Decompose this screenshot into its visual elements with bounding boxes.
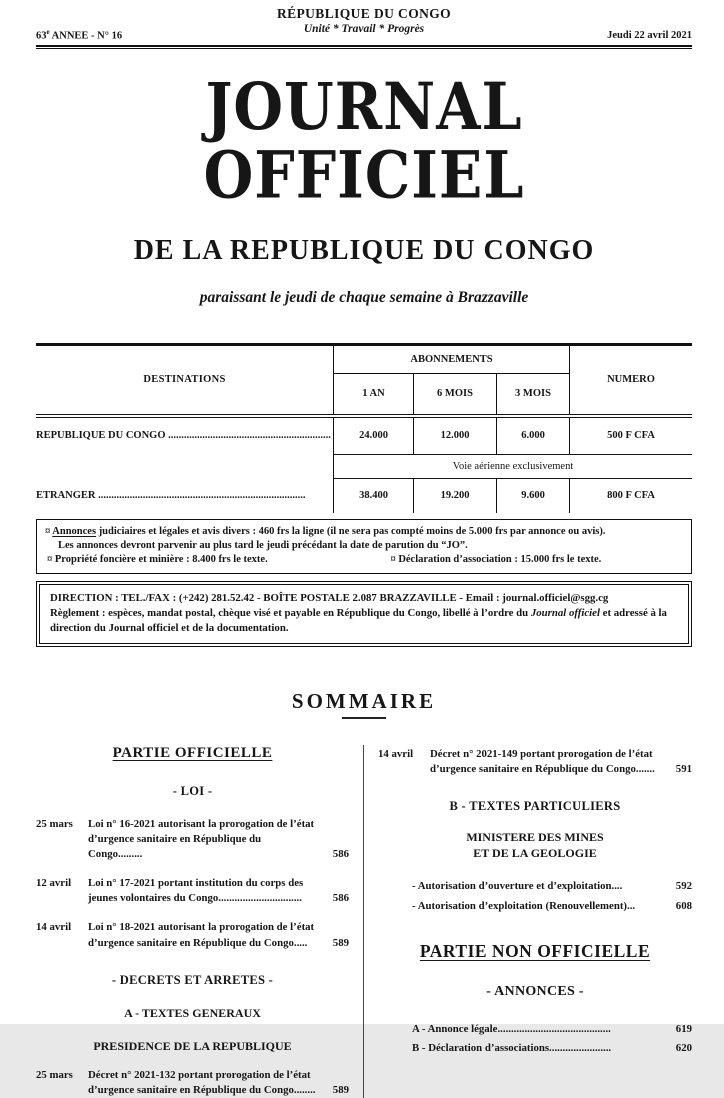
- row-congo-3mois: 6.000: [497, 418, 570, 454]
- sommaire-underline: [342, 717, 386, 719]
- direction-reglement-line: [50, 606, 678, 636]
- notice-line1-word: Annonces: [52, 525, 97, 537]
- national-motto: Unité * Travail * Progrès: [303, 23, 425, 35]
- air-note: Voie aérienne exclusivement: [334, 454, 692, 479]
- entry-page: 586: [332, 848, 349, 861]
- notice-line1-rest: judiciaires et légales et avis divers : 460 frs la ligne (il ne sera pas compté moins de 5.000 frs par annonce ou avis).: [96, 525, 606, 537]
- notice-line3a-text: Propriété foncière et minière : 8.400 frs le texte.: [54, 554, 268, 566]
- toc-entry: [36, 817, 349, 862]
- header-rule: [36, 45, 692, 49]
- row-etranger-6mois: 19.200: [414, 479, 497, 513]
- heading-partie-non-officielle-text: PARTIE NON OFFICIELLE: [419, 940, 651, 961]
- subscription-table: [36, 343, 692, 513]
- reglement-pre: Règlement : espèces, mandat postal, chèque visé et payable en République du Congo, libellé à l’ordre du: [50, 607, 531, 620]
- item-page: 619: [675, 1022, 692, 1035]
- heading-partie-officielle-text: PARTIE OFFICIELLE: [112, 744, 273, 761]
- entry-page: 586: [332, 892, 349, 905]
- entry-date: 14 avril: [378, 747, 414, 760]
- item-text: A - Annonce légale..........................................: [412, 1022, 611, 1035]
- heading-annonces: - ANNONCES -: [486, 983, 584, 999]
- sommaire-heading: [36, 689, 692, 719]
- notice-line3a: [47, 553, 390, 567]
- heading-decrets-arretes: - DECRETS ET ARRETES -: [111, 972, 274, 987]
- row-etranger-destination: ETRANGER ...............................................................................: [36, 479, 334, 513]
- toc-entry: [36, 1068, 349, 1098]
- item-page: 620: [675, 1042, 692, 1055]
- issue-rest: ANNEE - N° 16: [49, 30, 123, 41]
- col-header-1an: 1 AN: [334, 374, 414, 414]
- entry-text: Loi n° 16-2021 autorisant la prorogation de l’état d’urgence sanitaire en République du Congo.........: [88, 817, 315, 861]
- issue-date: Jeudi 22 avril 2021: [607, 30, 692, 41]
- heading-textes-particuliers: B - TEXTES PARTICULIERS: [449, 799, 621, 814]
- item-text: B - Déclaration d’associations.......................: [412, 1042, 612, 1055]
- notice-line3b: [390, 553, 683, 567]
- ministere-line1: MINISTERE DES MINES: [466, 830, 604, 845]
- header-center: [36, 6, 692, 35]
- entry-page: 591: [675, 762, 692, 775]
- publication-tagline: paraissant le jeudi de chaque semaine à Brazzaville: [199, 288, 529, 306]
- toc-entry: [36, 920, 349, 950]
- heading-ministere-mines: [378, 830, 692, 861]
- sommaire-columns: [36, 745, 692, 1098]
- sommaire-left-column: [36, 745, 363, 1098]
- col-header-3mois: 3 MOIS: [497, 374, 570, 414]
- entry-date: 14 avril: [36, 921, 72, 934]
- row-etranger-numero: 800 F CFA: [607, 490, 655, 502]
- entry-date: 12 avril: [36, 877, 72, 890]
- reglement-post: et adressé à la direction du Journal officiel et de la documentation.: [50, 607, 667, 634]
- col-header-numero: NUMERO: [607, 374, 655, 386]
- masthead-title: JOURNAL OFFICIEL: [203, 68, 525, 214]
- heading-presidence: PRESIDENCE DE LA REPUBLIQUE: [93, 1038, 292, 1053]
- col-header-destinations: DESTINATIONS: [36, 346, 334, 414]
- item-page: 608: [675, 899, 692, 912]
- issue-number: [36, 28, 122, 42]
- heading-partie-officielle: [36, 745, 349, 762]
- toc-entry: [378, 747, 692, 777]
- row-congo-numero: 500 F CFA: [607, 430, 655, 442]
- entry-page: 589: [332, 1083, 349, 1096]
- bullet-icon: ¤: [390, 554, 396, 566]
- bullet-icon: ¤: [47, 554, 53, 566]
- heading-partie-non-officielle: [378, 941, 692, 962]
- heading-loi: - LOI -: [172, 783, 213, 798]
- item-text: - Autorisation d’ouverture et d’exploitation....: [412, 880, 623, 893]
- row-etranger-1an: 38.400: [334, 479, 414, 513]
- entry-page: 589: [332, 936, 349, 949]
- toc-item: [378, 899, 692, 915]
- col-header-6mois: 6 MOIS: [414, 374, 497, 414]
- entry-text: Décret n° 2021-149 portant prorogation de l’état d’urgence sanitaire en République du Congo.......: [430, 747, 655, 775]
- row-congo-6mois: 12.000: [414, 418, 497, 454]
- notice-line3b-text: Déclaration d’association : 15.000 frs le texte.: [398, 554, 602, 566]
- entry-date: 25 mars: [36, 817, 73, 830]
- notice-line3: [45, 553, 683, 567]
- row-congo-destination: REPUBLIQUE DU CONGO ..............................................................: [36, 418, 334, 454]
- toc-item: [378, 1041, 692, 1057]
- direction-contact-line: DIRECTION : TEL./FAX : (+242) 281.52.42 - BOÎTE POSTALE 2.087 BRAZZAVILLE - Email : journal.officiel@sgg.cg: [50, 592, 609, 605]
- item-page: 592: [675, 880, 692, 893]
- row-etranger-3mois: 9.600: [497, 479, 570, 513]
- republic-title: RÉPUBLIQUE DU CONGO: [276, 6, 452, 21]
- bullet-icon: ¤: [45, 525, 51, 537]
- toc-entry: [36, 876, 349, 906]
- issue-year: 63: [36, 30, 47, 41]
- reglement-journal-officiel: Journal officiel: [530, 607, 600, 620]
- direction-box: [36, 581, 692, 647]
- entry-text: Décret n° 2021-132 portant prorogation de l’état d’urgence sanitaire en République du Congo........: [88, 1068, 316, 1096]
- page-header: [36, 6, 692, 42]
- sommaire-right-column: [363, 745, 692, 1098]
- notice-line1: [45, 525, 683, 539]
- item-text: - Autorisation d’exploitation (Renouvellement)...: [412, 899, 636, 912]
- issue-sup: e: [46, 27, 50, 36]
- entry-date: 25 mars: [36, 1068, 73, 1081]
- air-note-spacer: [36, 454, 334, 479]
- tariff-notice-box: [36, 519, 692, 575]
- sommaire-title: SOMMAIRE: [291, 688, 437, 713]
- entry-text: Loi n° 17-2021 portant institution du corps des jeunes volontaires du Congo...............................: [88, 877, 304, 905]
- col-header-abonnements: ABONNEMENTS: [334, 346, 570, 374]
- masthead-subtitle: DE LA REPUBLIQUE DU CONGO: [133, 234, 595, 266]
- ministere-line2: ET DE LA GEOLOGIE: [473, 845, 597, 860]
- entry-text: Loi n° 18-2021 autorisant la prorogation de l’état d’urgence sanitaire en République du Congo.....: [88, 921, 315, 949]
- heading-textes-generaux: A - TEXTES GENERAUX: [124, 1005, 261, 1020]
- notice-line2: Les annonces devront parvenir au plus tard le jeudi précédant la date de parution du “JO”.: [58, 539, 468, 551]
- row-congo-1an: 24.000: [334, 418, 414, 454]
- toc-item: [378, 1022, 692, 1038]
- toc-item: [378, 879, 692, 895]
